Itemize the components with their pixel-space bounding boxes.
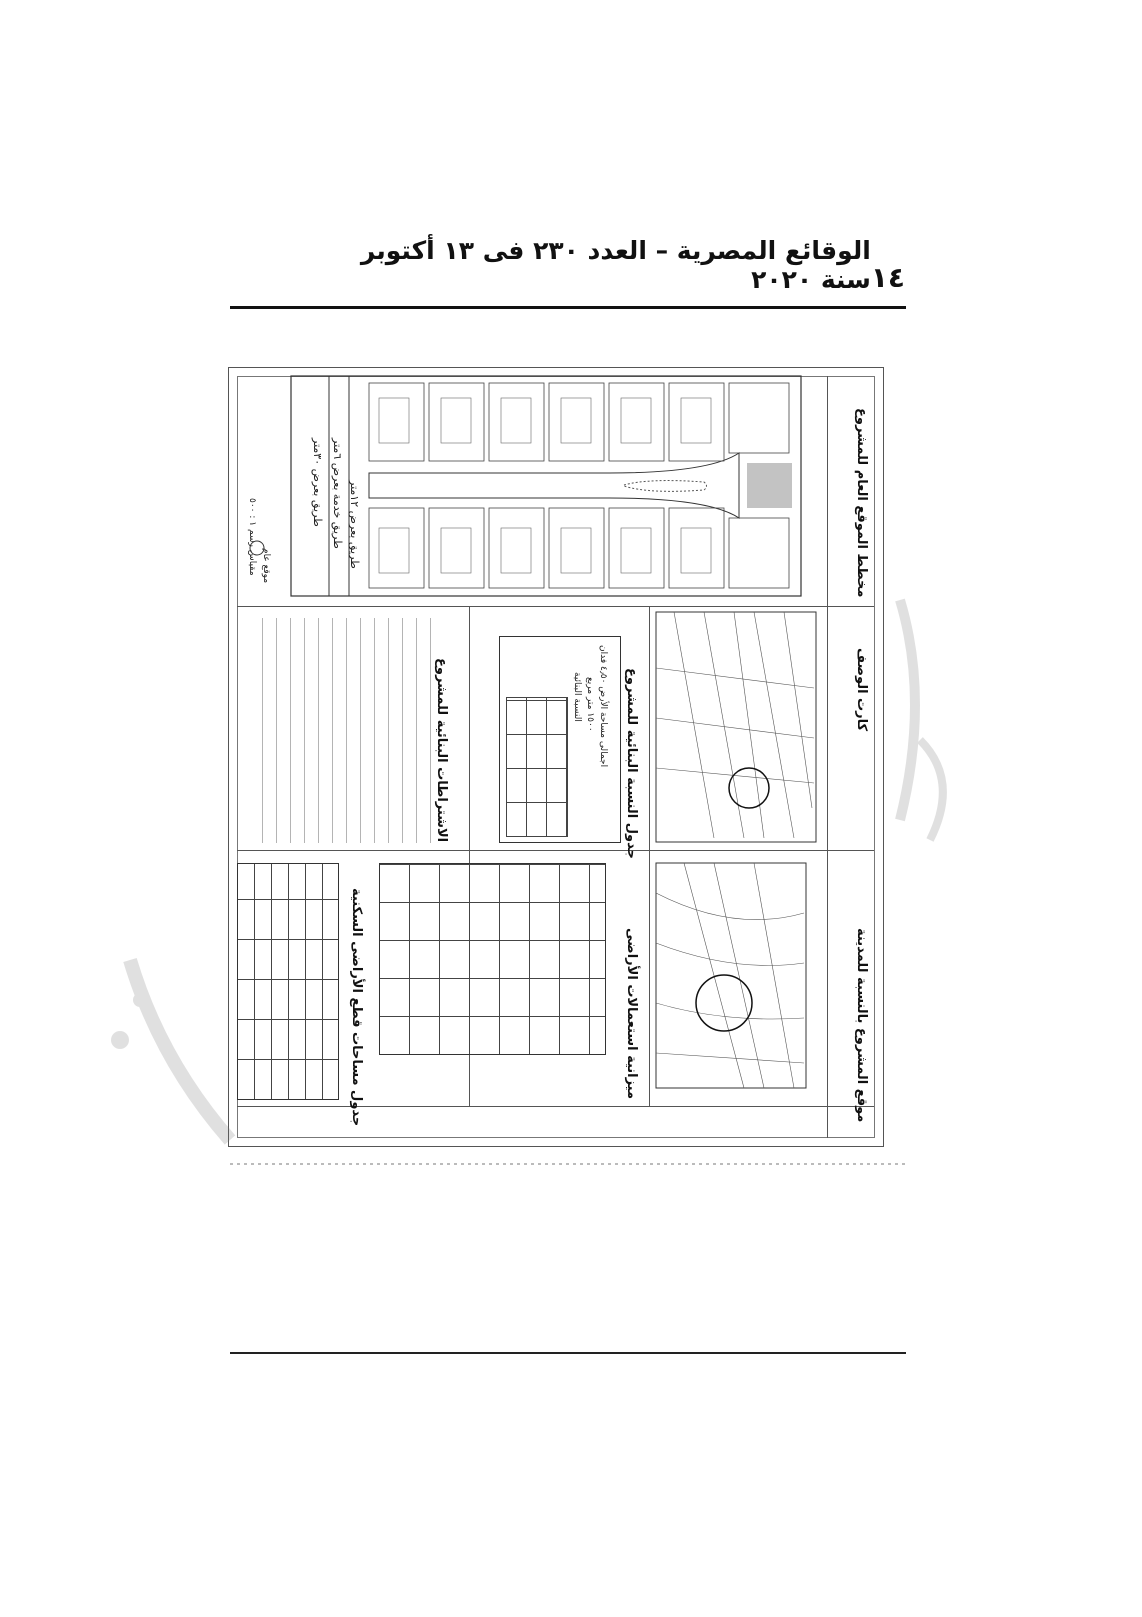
site-plan-drawing [229,368,883,608]
ratio-box [499,636,621,843]
ratio-line-3: النسبة البنائية [572,672,582,722]
residential-table [237,863,339,1100]
requirements-text [254,618,434,843]
scale-label: مقياس رسم ١ : ٥٠٠ [247,498,257,576]
general-location-label: موقع عام [261,548,271,584]
scan-artifact [230,1163,906,1165]
service-road-label: طريق خدمة بعرض ٦متر [331,438,344,549]
ratio-line-2: ١٥٠٠ متر مربع [585,677,595,732]
page-header [230,236,905,294]
city-location-title: موقع المشروع بالنسبة للمدينة [854,928,869,1123]
building-requirements-title: الاشتراطات البنائية للمشروع [434,658,449,843]
header-rule [230,306,906,309]
footer-rule [230,1352,906,1354]
general-site-title: مخطط الموقع العام للمشروع [854,408,869,598]
building-ratio-title: جدول النسبة البنائية للمشروع [624,668,639,859]
road-30m-label: طريق بعرض ٣٠متر [311,438,324,527]
plan-sheet [228,367,884,1147]
divider [237,1106,874,1107]
divider [237,850,874,851]
location-map-drawing [654,608,824,848]
divider [649,606,650,1106]
land-use-title: ميزانية استعمالات الأراضى [624,928,639,1100]
land-use-table [379,863,606,1055]
city-map-drawing [654,853,824,1103]
header-title: الوقائع المصرية – العدد ٢٣٠ فى ١٣ أكتوبر سنة ٢٠٢٠ [360,236,871,294]
ratio-line-1: اجمالى مساحة الأرض ٤٫٥٠ فدان [598,645,608,768]
description-card-title: كارت الوصف [854,648,869,732]
ratio-grid [506,697,568,837]
residential-areas-title: جدول مساحات قطع الأراضى السكنية [349,888,364,1127]
page-number: ١٤ [870,261,905,294]
road-12m-label: طريق بعرض ١٢متر [348,480,361,569]
